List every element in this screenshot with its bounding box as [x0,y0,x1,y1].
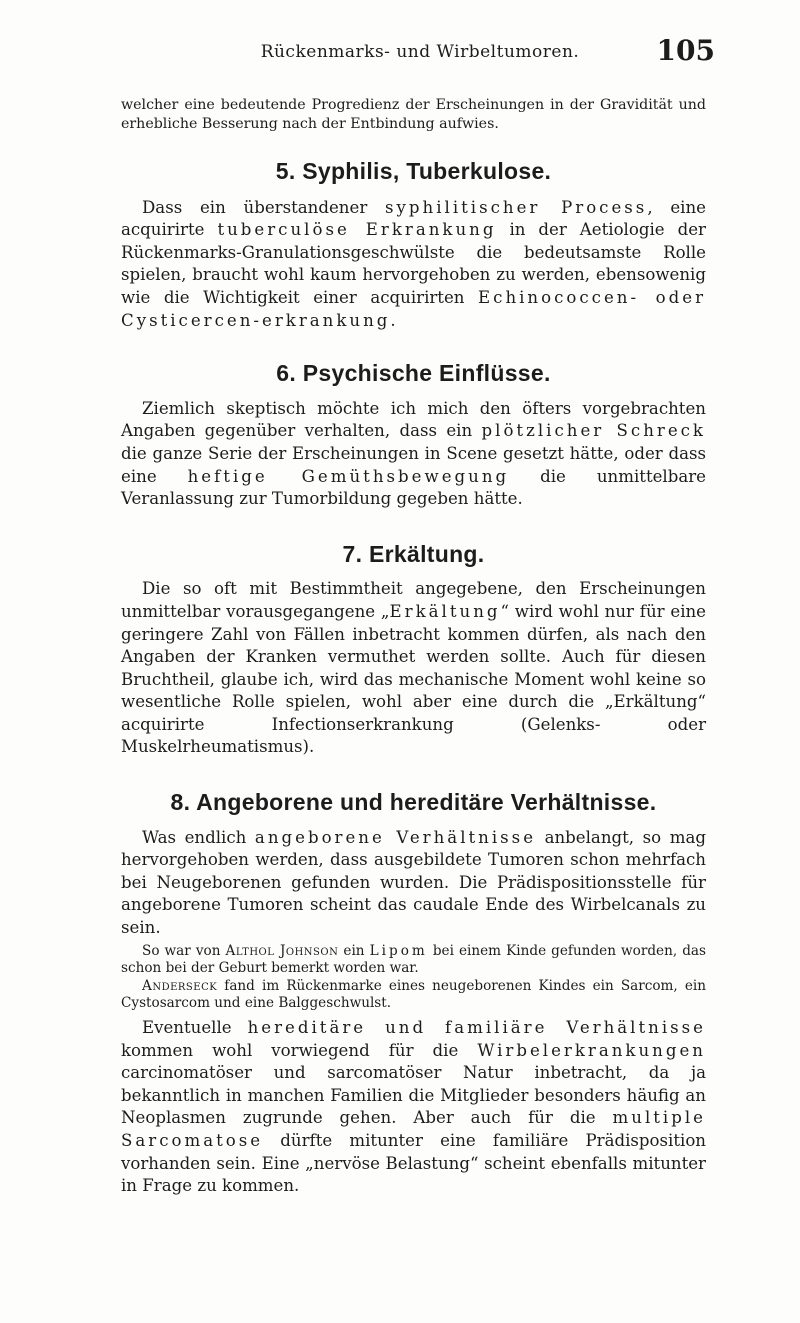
intro-paragraph: welcher eine bedeutende Progredienz der Erscheinungen in der Gravidität und erhebliche Besserung nach der Entbindung aufwies. [121,97,706,132]
section-6-heading: 6. Psychische Einflüsse. [276,360,551,387]
section-8-heading: 8. Angeborene und hereditäre Verhältnisse. [170,789,657,816]
section-5-heading: 5. Syphilis, Tuberkulose. [275,158,552,184]
section-8-paragraph-1: Was endlich angeborene Verhältnisse anbelangt, so mag hervorgehoben werden, dass ausgebildete Tumoren schon mehrfach bei Neugeborenen gefunden wurden. Die Prädispositionsstelle für angeborene Tumoren scheint das caudale Ende des Wirbelcanals zu sein. [121,827,706,938]
page-body [121,96,706,1198]
running-title: Rückenmarks- und Wirbeltumoren. [260,42,580,62]
page-number: 105 [656,34,715,67]
section-5-paragraph: Dass ein überstandener syphilitischer Process, eine acquirirte tuberculöse Erkrankung in der Aetiologie der Rückenmarks-Granulationsgeschwülste die bedeutsamste Rolle spielen, braucht wohl kaum hervorgehoben zu werden, ebensowenig wie die Wichtigkeit einer acquirirten Echinococcen- oder Cysticercen-erkrankung. [121,197,707,330]
section-8-paragraph-2: Eventuelle hereditäre und familiäre Verhältnisse kommen wohl vorwiegend für die Wirbelerkrankungen carcinomatöser und sarcomatöser Natur inbetracht, da ja bekanntlich in manchen Familien die Mitglieder besonders häufig an Neoplasmen zugrunde gehen. Aber auch für die multiple Sarcomatose dürfte mitunter eine familiäre Prädisposition vorhanden sein. Eine „nervöse Belastung“ scheint ebenfalls mitunter in Frage zu kommen. [121,1018,706,1196]
section-7-paragraph: Die so oft mit Bestimmtheit angegebene, den Erscheinungen unmittelbar vorausgegangene „Erkältung“ wird wohl nur für eine geringere Zahl von Fällen inbetracht kommen dürfen, als nach den Angaben der Kranken vermuthet werden sollte. Auch für diesen Bruchtheil, glaube ich, wird das mechanische Moment wohl keine so wesentliche Rolle spielen, wohl aber eine durch die „Erkältung“ acquirirte Infectionserkrankung (Gelenks- oder Muskelrheumatismus). [121,579,707,757]
section-6-paragraph: Ziemlich skeptisch möchte ich mich den öfters vorgebrachten Angaben gegenüber verhalten, dass ein plötzlicher Schreck die ganze Serie der Erscheinungen in Scene gesetzt hätte, oder dass eine heftige Gemüthsbewegung die unmittelbare Veranlassung zur Tumorbildung gegeben hätte. [121,398,707,509]
section-8-note-1: So war von Althol Johnson ein Lipom bei einem Kinde gefunden worden, das schon bei der Geburt bemerkt worden war. [121,942,706,977]
section-7-heading: 7. Erkältung. [342,540,485,567]
section-8-note-2: Andersеck fand im Rückenmarke eines neugeborenen Kindes ein Sarcom, ein Cystosarcom und eine Balggeschwulst. [121,977,706,1012]
